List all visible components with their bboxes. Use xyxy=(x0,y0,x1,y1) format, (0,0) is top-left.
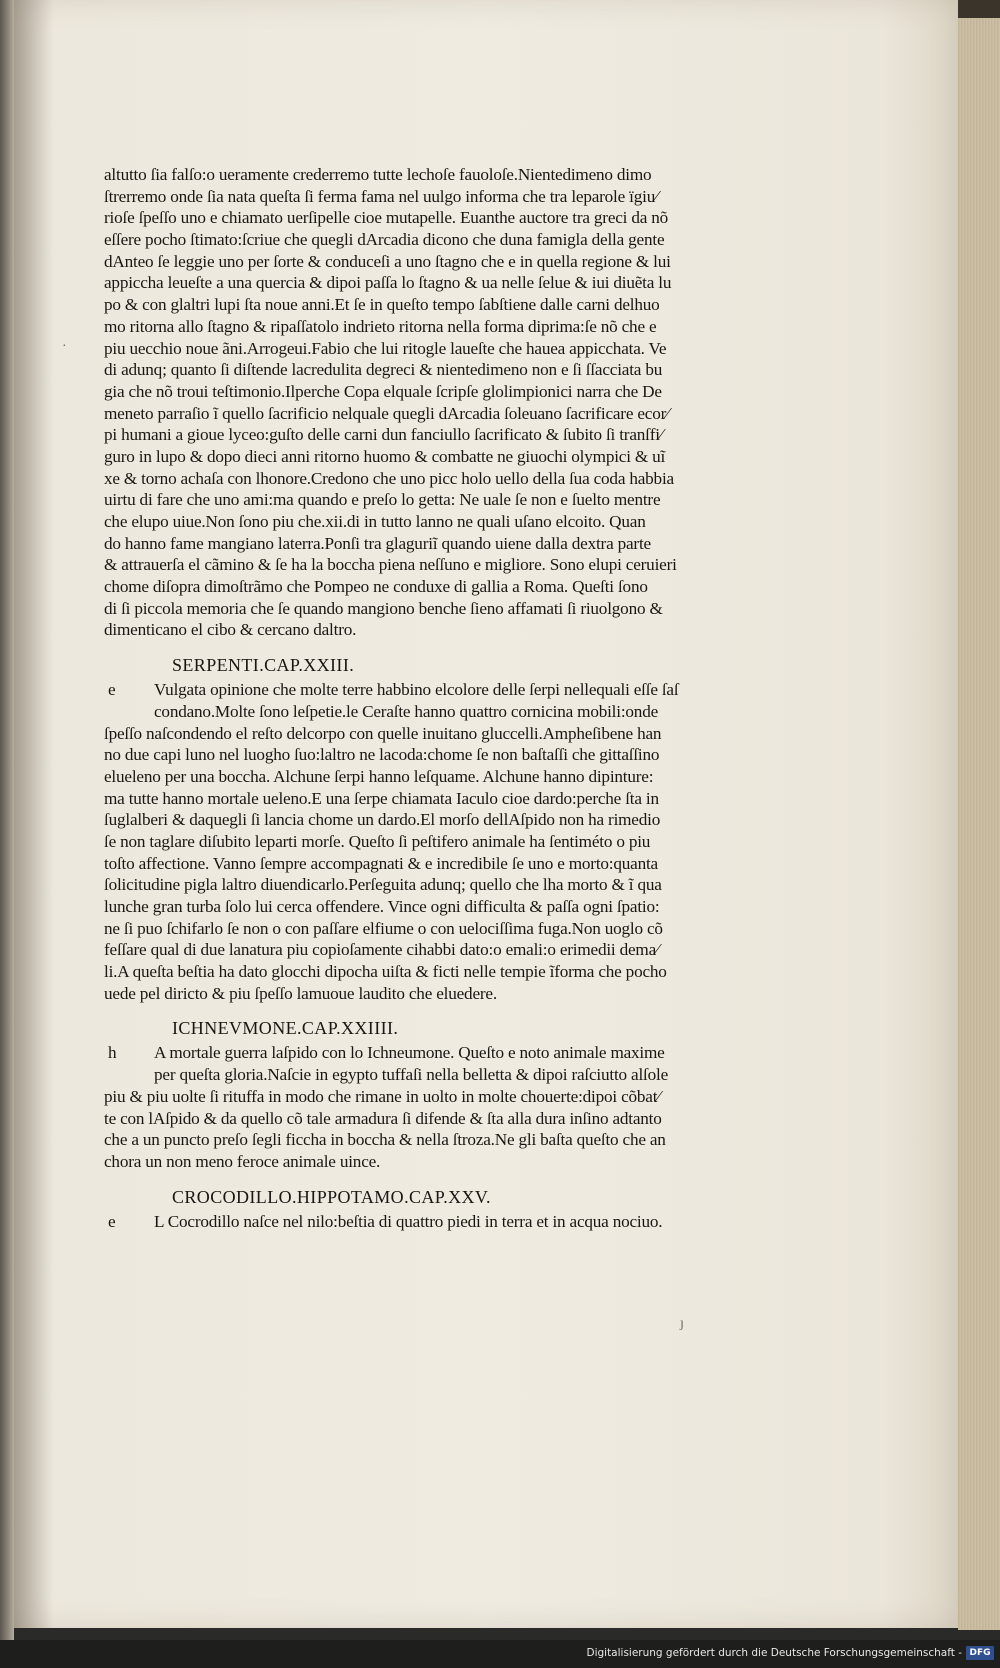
text-line: chome diſopra dimoſtrãmo che Pompeo ne conduxe di gallia a Roma. Queſti ſono xyxy=(104,577,648,597)
text-line: ſtrerremo onde ſia nata queſta ſi ferma fama nel uulgo informa che tra leparole ïgiu⁄ xyxy=(104,186,658,206)
text-line: ſuglalberi & daquegli ſi lancia chome un dardo.El morſo dellAſpido non ha rimedio xyxy=(104,810,661,830)
text-line: pi humani a gioue lyceo:guſto delle carni dun fanciullo ſacrificato & ſubito ſi tranſfi⁄ xyxy=(104,425,663,445)
text-line: dAnteo ſe leggie uno per ſorte & conduceſi a uno ſtagno che e in quella regione & lui xyxy=(104,251,671,271)
text-line: che a un puncto preſo ſegli ficcha in boccha & nella ſtroza.Ne gli baſta queſto che an xyxy=(104,1130,666,1150)
guide-letter: e xyxy=(108,1211,116,1231)
ink-mark: ȷ xyxy=(680,1316,684,1331)
text-line: eſſere pocho ſtimato:ſcriue che quegli dArcadia dicono che duna famigla della gente xyxy=(104,230,665,250)
text-line: chora un non meno feroce animale uince. xyxy=(104,1151,381,1171)
text-line: toſto affectione. Vanno ſempre accompagnati & e incredibile ſe uno e morto:quanta xyxy=(104,853,658,873)
text-line: mo ritorna allo ſtagno & ripaſſatolo indrieto ritorna nella forma diprima:ſe nõ che e xyxy=(104,316,657,336)
text-line: elueleno per una boccha. Alchune ſerpi hanno leſquame. Alchune hanno dipinture: xyxy=(104,766,654,786)
text-line: uede pel diricto & piu ſpeſſo lamuoue laudito che eluedere. xyxy=(104,983,497,1003)
text-line: rioſe ſpeſſo uno e chiamato uerſipelle cioe mutapelle. Euanthe auctore tra greci da nõ xyxy=(104,208,669,228)
book-left-edge xyxy=(0,0,14,1640)
text-line: piu uecchio noue ãni.Arrogeui.Fabio che lui ritogle laueſte che hauea appicchata. Ve xyxy=(104,338,667,358)
text-line: ſe non taglare diſubito leparti morſe. Queſto ſi peſtifero animale ha ſentiméto o piu xyxy=(104,831,651,851)
text-line: & attrauerſa el cãmino & ſe ha la boccha piena neſſuno e migliore. Sono elupi ceruieri xyxy=(104,555,677,575)
text-line: xe & torno achaſa con lhonore.Credono che uno picc holo uello della ſua coda habbia xyxy=(104,468,674,488)
page-stack-edge xyxy=(958,18,1000,1630)
page-stack-top xyxy=(958,0,1000,18)
text-line: ſpeſſo naſcondendo el reſto delcorpo con quelle inuitano gluccelli.Ampheſibene han xyxy=(104,723,662,743)
text-line: per queſta gloria.Naſcie in egypto tuffaſi nella belletta & dipoi raſciutto alſole xyxy=(154,1065,669,1085)
chapter-heading-serpenti: SERPENTI.CAP.XXIII. xyxy=(172,655,355,676)
text-line: di ſi piccola memoria che ſe quando mangiono benche ſieno affamati ſi riuolgono & xyxy=(104,598,663,618)
text-line: feſſare qual di due lanatura piu copioſamente cihabbi dato:o emali:o erimedii dema⁄ xyxy=(104,940,659,960)
gutter-shadow xyxy=(14,0,54,1628)
text-line: po & con glaltri lupi ſta noue anni.Et ſe in queſto tempo ſabſtiene dalle carni delhuo xyxy=(104,295,660,315)
text-line: di adunq; quanto ſi diſtende lacredulita degreci & nientedimeno non e ſi ſſacciata bu xyxy=(104,360,663,380)
text-line: che elupo uiue.Non ſono piu che.xii.di in tutto lanno ne quali uſano elcoito. Quan xyxy=(104,512,646,531)
paragraph-ichneumone xyxy=(104,1042,744,1172)
text-line: gia che nõ troui teſtimonio.Ilperche Copa elquale ſcripſe glolimpionici narra che De xyxy=(104,381,662,401)
chapter-heading-ichneumone: ICHNEVMONE.CAP.XXIIII. xyxy=(172,1018,399,1039)
funding-credit: Digitalisierung gefördert durch die Deutsche Forschungsgemeinschaft - xyxy=(586,1647,962,1659)
text-line: appiccha leueſte a una quercia & dipoi paſſa lo ſtagno & ua nelle ſelue & iui diuẽta lu xyxy=(104,273,672,293)
text-line: dimenticano el cibo & cercano daltro. xyxy=(104,620,357,640)
text-line: guro in lupo & dopo dieci anni ritorno huomo & combatte ne giuochi olympici & uĩ xyxy=(104,446,666,466)
text-line: uirtu di fare che uno ami:ma quando e preſo lo getta: Ne uale ſe non e ſuelto mentre xyxy=(104,490,661,510)
chapter-heading-crocodillo: CROCODILLO.HIPPOTAMO.CAP.XXV. xyxy=(172,1186,491,1207)
text-line: meneto parraſio ĩ quello ſacrificio nelquale quegli dArcadia ſoleuano ſacrificare ecor⁄ xyxy=(104,403,669,423)
page-text xyxy=(104,164,744,1232)
text-line: ſolicitudine pigla laltro diuendicarlo.Perſeguita adunq; quello che lha morto & ĩ qua xyxy=(104,875,662,895)
text-line xyxy=(104,1042,744,1064)
text-line xyxy=(104,679,744,701)
text-line: condano.Molte ſono leſpetie.le Ceraſte hanno quattro cornicina mobili:onde xyxy=(154,701,659,721)
text-line-content: Vulgata opinione che molte terre habbino elcolore delle ſerpi nellequali eſſe ſaſ xyxy=(154,680,679,700)
text-line xyxy=(104,1211,744,1233)
text-line: ma tutte hanno mortale ueleno.E una ſerpe chiamata Iaculo cioe dardo:perche ſta in xyxy=(104,788,659,808)
text-line: lunche gran turba ſolo lui cerca offendere. Vince ogni difficulta & paſſa ogni ſpatio: xyxy=(104,897,660,916)
paragraph-wolves xyxy=(104,164,744,641)
text-line: no due capi luno nel luogho ſuo:laltro ne lacoda:chome ſe non baſtaſſi che gittaſſino xyxy=(104,745,660,765)
text-line: piu & piu uolte ſi rituffa in modo che rimane in uolto in molte chouerte:dipoi cõbat⁄ xyxy=(104,1086,660,1106)
paragraph-serpenti xyxy=(104,679,744,1004)
text-line: altutto ſia falſo:o ueramente crederremo tutte lechoſe fauoloſe.Nientedimeno dimo xyxy=(104,165,652,184)
text-line: te con lAſpido & da quello cõ tale armadura ſi difende & ſta alla dura inſino adtanto xyxy=(104,1108,662,1128)
dfg-logo: DFG xyxy=(966,1646,994,1660)
text-line: do hanno fame mangiano laterra.Ponſi tra glaguriĩ quando uiene dalla dextra parte xyxy=(104,533,651,553)
text-line: ne ſi puo ſchifarlo ſe non o con paſſare elfiume o con uelociſſima fuga.Non uoglo cõ xyxy=(104,918,663,938)
text-line: li.A queſta beſtia ha dato glocchi dipocha uiſta & ficti nelle tempie ĩforma che pocho xyxy=(104,962,667,982)
guide-letter: e xyxy=(108,680,116,700)
text-line-content: L Cocrodillo naſce nel nilo:beſtia di quattro piedi in terra et in acqua nociuo. xyxy=(154,1211,663,1231)
margin-speck: · xyxy=(62,339,67,354)
guide-letter: h xyxy=(108,1043,117,1063)
paragraph-crocodillo xyxy=(104,1211,744,1233)
text-line-content: A mortale guerra laſpido con lo Ichneumone. Queſto e noto animale maxime xyxy=(154,1043,665,1063)
